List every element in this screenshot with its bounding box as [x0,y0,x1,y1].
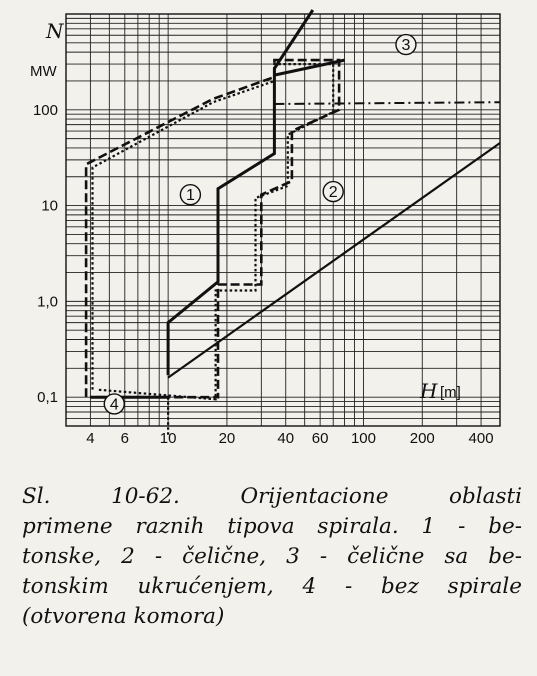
zone-labels [104,35,416,414]
x-tick-label: 60 [311,430,329,447]
x-tick-label: 4 [86,430,95,447]
y-axis-label: N [46,19,64,43]
x-tick-label: 10 [159,430,177,447]
x-tick-label: 40 [277,430,295,447]
caption-line: (otvorena komora) [22,604,225,629]
x-axis-label: H [420,379,438,403]
zone-number: 3 [401,37,411,55]
series-group [86,10,500,435]
x-tick-label: 100 [350,430,376,447]
zone-marker-3 [396,35,416,55]
x-tick-label: 20 [218,430,236,447]
caption-line: tonske, 2 - čelične, 3 - čelične sa be- [22,544,522,569]
zone-number: 1 [185,187,195,205]
x-tick-label: 6 [120,430,129,447]
y-tick-label: 100 [32,101,58,119]
series-line-3 [274,60,344,75]
zone-marker-2 [323,182,343,202]
zone-number: 2 [328,184,338,202]
figure-caption [22,482,522,632]
y-tick-label: 0,1 [37,389,58,407]
y-tick-label: 1,0 [37,293,58,311]
axis-labels [30,19,461,403]
zone-marker-4 [104,394,124,414]
x-tick-label: 400 [468,430,494,447]
y-axis-unit: MW [30,63,57,80]
zone-number: 4 [109,396,119,414]
zone-marker-1 [180,185,200,205]
x-tick-label: 200 [409,430,435,447]
caption-line: primene raznih tipova spirala. 1 - be- [22,514,522,539]
caption-line: Sl. 10-62. Orijentacione oblasti [22,484,522,509]
y-tick-label: 10 [41,197,58,215]
grid [66,14,500,426]
x-axis-unit: [m] [440,384,461,401]
caption-line: tonskim ukrućenjem, 4 - bez spirale [22,574,522,599]
series-line-7 [274,102,500,104]
